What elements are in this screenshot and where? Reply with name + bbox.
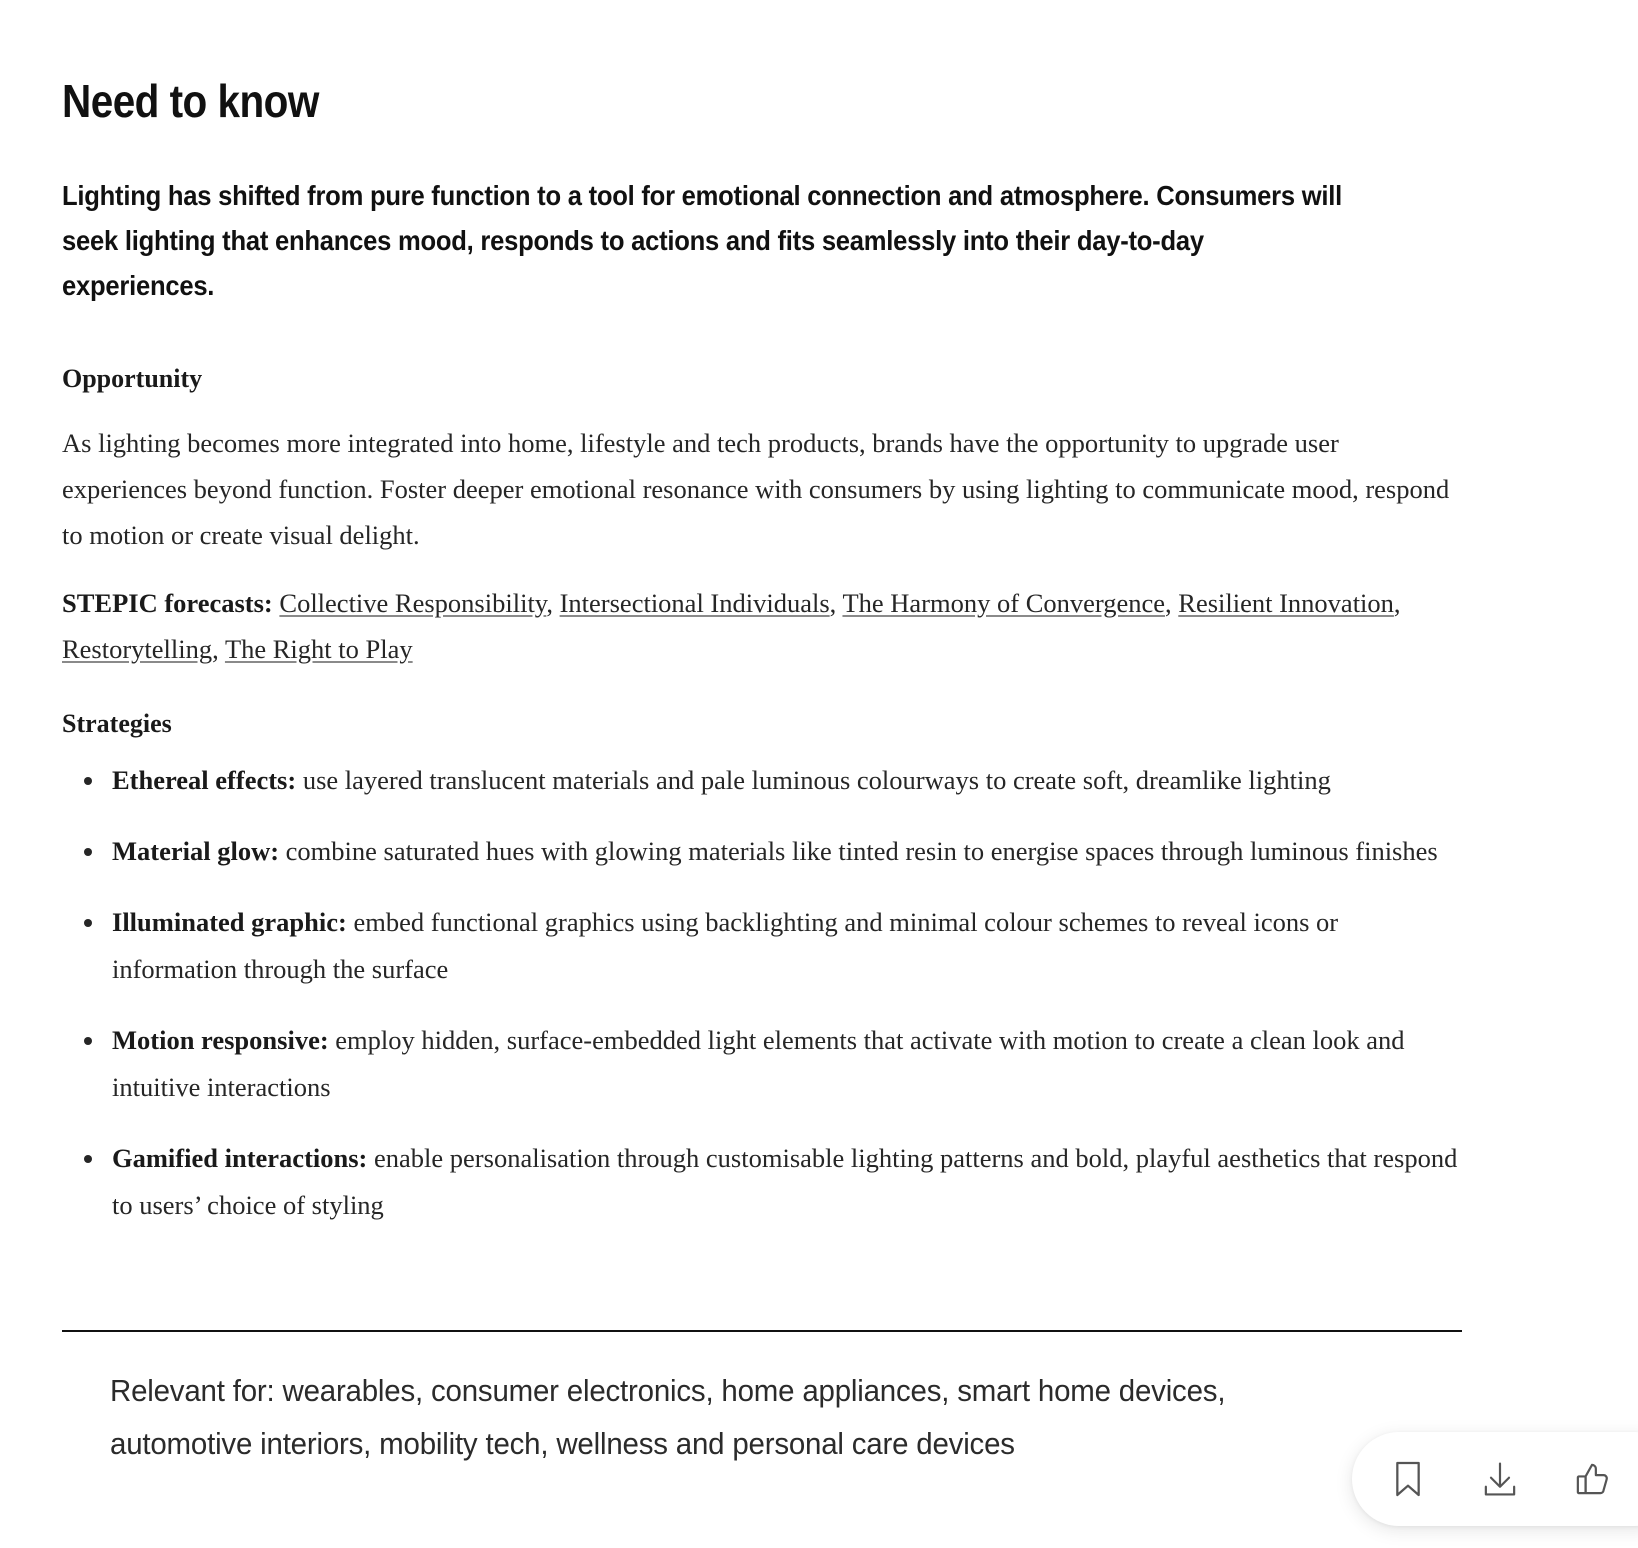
strategy-item <box>62 1135 1462 1229</box>
bookmark-icon <box>1392 1460 1424 1498</box>
strategy-description: enable personalisation through customisable lighting patterns and bold, playful aesthetics that respond to users’ choice of styling <box>112 1142 1458 1220</box>
strategy-description: employ hidden, surface-embedded light elements that activate with motion to create a clean look and intuitive interactions <box>112 1024 1405 1102</box>
relevant-for-note: Relevant for: wearables, consumer electronics, home appliances, smart home devices, automotive interiors, mobility tech, wellness and personal care devices <box>110 1373 1226 1461</box>
article-content <box>62 0 1462 1229</box>
strategy-description: combine saturated hues with glowing materials like tinted resin to energise spaces through luminous finishes <box>279 835 1438 866</box>
strategy-item <box>62 899 1462 1017</box>
strategy-item <box>62 828 1462 899</box>
strategies-heading: Strategies <box>62 708 172 738</box>
forecast-links-container: Collective Responsibility, Intersectional Individuals, The Harmony of Convergence, Resilient Innovation, Restorytelling, The Right to Play <box>62 587 1401 664</box>
strategies-list <box>62 739 1462 1229</box>
strategy-term: Gamified interactions: <box>112 1142 368 1173</box>
opportunity-body: As lighting becomes more integrated into home, lifestyle and tech products, brands have the opportunity to upgrade user experiences beyond function. Foster deeper emotional resonance with consumers by using lighting to communicate mood, respond to motion or create visual delight. <box>62 427 1450 550</box>
bookmark-button[interactable] <box>1362 1433 1454 1525</box>
strategy-description: use layered translucent materials and pale luminous colourways to create soft, dreamlike lighting <box>296 764 1331 795</box>
strategy-item <box>62 1017 1462 1135</box>
strategy-term: Material glow: <box>112 835 280 866</box>
forecast-link[interactable]: The Right to Play <box>224 633 413 664</box>
forecast-link[interactable]: Intersectional Individuals <box>559 587 830 618</box>
strategy-item <box>62 757 1462 828</box>
download-button[interactable] <box>1454 1433 1546 1525</box>
download-icon <box>1483 1461 1517 1497</box>
page-title: Need to know <box>62 75 319 127</box>
strategy-description: embed functional graphics using backlighting and minimal colour schemes to reveal icons or information through the surface <box>112 906 1339 984</box>
like-button[interactable] <box>1546 1433 1638 1525</box>
strategy-term: Ethereal effects: <box>112 764 297 795</box>
strategy-term: Motion responsive: <box>112 1024 329 1055</box>
forecast-link[interactable]: Collective Responsibility <box>279 587 547 618</box>
forecast-link[interactable]: Restorytelling <box>62 633 213 664</box>
stepic-forecasts <box>62 558 1462 672</box>
section-divider <box>62 1330 1462 1332</box>
forecast-link[interactable]: The Harmony of Convergence <box>842 587 1166 618</box>
floating-action-bar <box>1352 1432 1638 1526</box>
strategy-term: Illuminated graphic: <box>112 906 347 937</box>
article-lede: Lighting has shifted from pure function to a tool for emotional connection and atmosphere. Consumers will seek lighting that enhances mood, responds to actions and fits seamlessly into their day-to-day experiences. <box>62 179 1342 301</box>
forecast-link[interactable]: Resilient Innovation <box>1178 587 1394 618</box>
thumbs-up-icon <box>1575 1461 1609 1497</box>
opportunity-heading: Opportunity <box>62 363 203 393</box>
stepic-forecasts-label: STEPIC forecasts: <box>62 587 273 618</box>
